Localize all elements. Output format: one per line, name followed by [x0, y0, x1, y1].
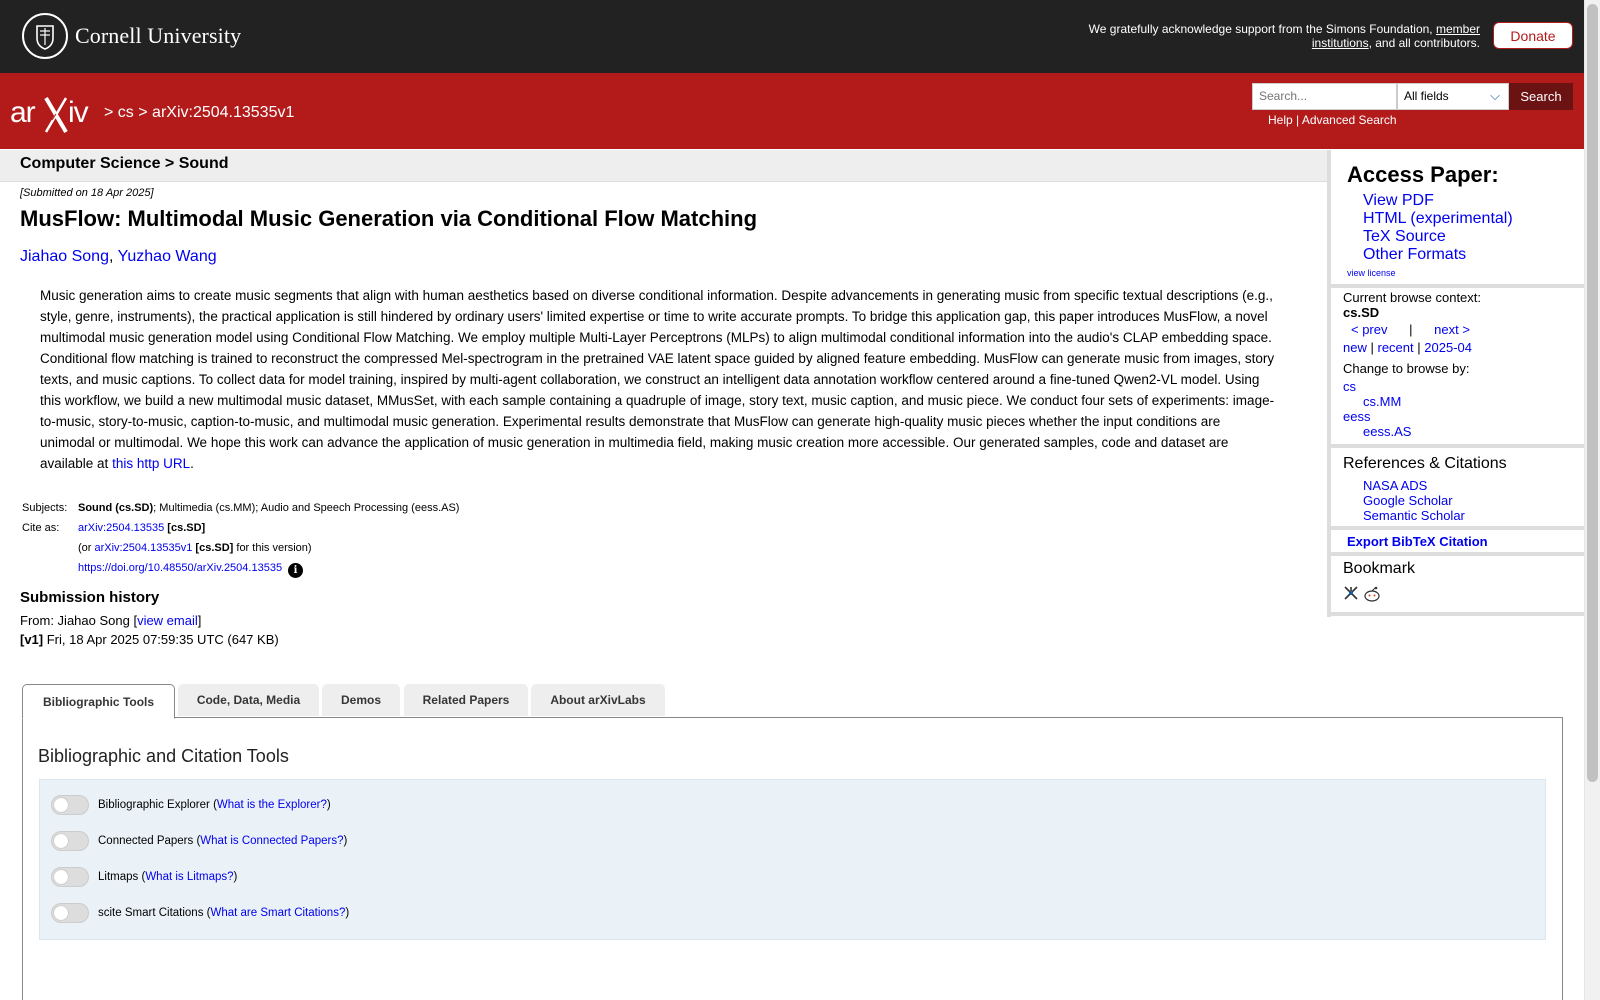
author-link[interactable]: Yuzhao Wang [117, 248, 217, 265]
prev-link[interactable]: < prev [1351, 322, 1388, 337]
bookmark-icons [1343, 585, 1381, 606]
tool-info-link[interactable]: What is Connected Papers? [200, 835, 344, 847]
nav-separator: | [1417, 340, 1421, 355]
nasa-ads-link[interactable]: NASA ADS [1363, 478, 1428, 493]
html-experimental-link[interactable]: HTML (experimental) [1363, 210, 1513, 227]
nav-separator: | [1370, 340, 1374, 355]
tab-bibliographic-tools[interactable]: Bibliographic Tools [22, 684, 175, 719]
sidebar-divider [1331, 552, 1584, 556]
connected-papers-toggle[interactable] [51, 831, 89, 851]
browse-date-row [1343, 340, 1472, 355]
secondary-subjects: ; Multimedia (cs.MM); Audio and Speech Processing (eess.AS) [153, 502, 460, 514]
prev-next-row [1351, 322, 1470, 337]
browse-cs-mm-link[interactable]: cs.MM [1363, 394, 1402, 409]
version-tag: [v1] [20, 632, 44, 647]
abstract-line: Music generation aims to create music segments that align with human aesthetics based on diverse conditional information. Despite advancements in generating music from specific textual descriptions (e.g., [40, 288, 1273, 303]
abstract-line: to-music, story-to-music, caption-to-music, and multimodal music generation. Experimental results demonstrate that MusFlow can generate high-quality music pieces whether the input conditions are [40, 414, 1221, 429]
cite-v1-link[interactable]: arXiv:2504.13535v1 [94, 542, 193, 554]
advanced-search-link[interactable]: Advanced Search [1301, 113, 1397, 127]
breadcrumb-paper-id: arXiv:2504.13535v1 [152, 104, 295, 121]
view-license-link[interactable]: view license [1347, 268, 1396, 278]
submission-history-heading: Submission history [20, 589, 160, 606]
tool-name: scite Smart Citations [98, 907, 204, 919]
abstract-line: this workflow, we build a new multimodal music dataset, MMusSet, with each sample containing a quadruple of image, story text, music caption, and music piece. We conduct four sets of experiments: image- [40, 393, 1275, 408]
breadcrumb-cs[interactable]: cs [117, 104, 134, 121]
other-formats-link[interactable]: Other Formats [1363, 246, 1467, 263]
cornell-logo[interactable] [22, 13, 241, 59]
tab-about-arxivlabs[interactable]: About arXivLabs [531, 684, 665, 716]
sidebar-divider [1331, 444, 1584, 448]
abstract-text: . [190, 456, 194, 471]
access-paper-heading: Access Paper: [1347, 162, 1499, 187]
tab-demos[interactable]: Demos [322, 684, 400, 716]
recent-link[interactable]: recent [1377, 340, 1414, 355]
cornell-seal-icon [22, 13, 68, 59]
breadcrumb-separator: > [104, 104, 114, 121]
chevron-down-icon: ⌵ [1490, 88, 1500, 103]
cite-version-tag: [cs.SD] [195, 542, 234, 554]
sidebar-divider [1331, 284, 1584, 288]
browse-context-value: cs.SD [1343, 305, 1380, 320]
search-field-value: All fields [1404, 89, 1449, 103]
litmaps-toggle[interactable] [51, 867, 89, 887]
browse-eess-link[interactable]: eess [1343, 409, 1371, 424]
ack-suffix: , and all contributors. [1368, 36, 1480, 50]
view-pdf-link[interactable]: View PDF [1363, 192, 1434, 209]
donate-button[interactable]: Donate [1493, 22, 1573, 49]
semantic-scholar-link[interactable]: Semantic Scholar [1363, 508, 1465, 523]
abstract-line: style, genre, instruments), the practical application is still hindered by ordinary users' limited expertise or time to write accurate prompts. To bridge this application gap, this paper introduces MusFlow, a novel [40, 309, 1268, 324]
subject-heading: Computer Science > Sound [20, 155, 229, 172]
sidebar-divider [1331, 612, 1584, 616]
abstract-text: available at [40, 456, 113, 471]
cite-or-text: (or [78, 542, 95, 554]
tool-name: Connected Papers [98, 835, 194, 847]
next-link[interactable]: next > [1434, 322, 1470, 337]
abstract-line [40, 453, 1285, 474]
sidebar-divider [1331, 526, 1584, 530]
svg-text:ar: ar [10, 96, 35, 129]
help-links [1268, 113, 1397, 127]
ack-text: We gratefully acknowledge support from the Simons Foundation, [1088, 22, 1433, 36]
doi-value [78, 558, 303, 578]
support-acknowledgement [1060, 22, 1480, 50]
change-browse-label: Change to browse by: [1343, 361, 1470, 376]
abstract-url-link[interactable]: this http URL [112, 456, 191, 471]
panel-title: Bibliographic and Citation Tools [38, 746, 289, 766]
submitter-line [20, 613, 201, 628]
help-separator: | [1296, 113, 1300, 127]
cite-version-value [78, 538, 312, 558]
view-email-link[interactable]: view email [137, 613, 198, 628]
svg-text:iv: iv [68, 96, 88, 129]
subjects-label: Subjects: [22, 502, 68, 514]
bibsonomy-icon[interactable] [1343, 585, 1359, 606]
month-link[interactable]: 2025-04 [1424, 340, 1472, 355]
cite-arxiv-link[interactable]: arXiv:2504.13535 [78, 522, 165, 534]
tab-related-papers[interactable]: Related Papers [404, 684, 528, 716]
scite-toggle[interactable] [51, 903, 89, 923]
author-link[interactable]: Jiahao Song [20, 248, 109, 265]
search-button[interactable]: Search [1509, 83, 1573, 110]
search-input[interactable]: Search... [1252, 83, 1397, 110]
primary-subject: Sound (cs.SD) [78, 502, 154, 514]
new-link[interactable]: new [1343, 340, 1367, 355]
reddit-icon[interactable] [1363, 585, 1381, 606]
subjects-value [78, 498, 459, 518]
tool-info-link[interactable]: What are Smart Citations? [210, 907, 346, 919]
tool-row: Litmaps ( What is Litmaps? ) [51, 867, 237, 887]
abstract [40, 285, 1285, 474]
references-heading: References & Citations [1343, 455, 1507, 472]
version-line [20, 632, 279, 647]
breadcrumb [104, 104, 294, 122]
tool-row: Bibliographic Explorer ( What is the Explorer? ) [51, 795, 331, 815]
cite-tag: [cs.SD] [167, 522, 206, 534]
author-separator: , [108, 248, 118, 265]
cite-value [78, 518, 205, 538]
browse-cs-link[interactable]: cs [1343, 379, 1356, 394]
tex-source-link[interactable]: TeX Source [1363, 228, 1446, 245]
scrollbar-thumb[interactable] [1587, 4, 1598, 782]
export-bibtex-link[interactable]: Export BibTeX Citation [1347, 534, 1488, 549]
breadcrumb-separator: > [138, 104, 148, 121]
help-link[interactable]: Help [1268, 113, 1293, 127]
cite-version-suffix: for this version) [233, 542, 312, 554]
doi-link[interactable]: https://doi.org/10.48550/arXiv.2504.13535 [78, 562, 283, 574]
tab-code-data-media[interactable]: Code, Data, Media [178, 684, 319, 716]
cornell-wordmark: Cornell University [75, 23, 242, 48]
info-icon[interactable]: i [288, 563, 303, 578]
browse-context-label: Current browse context: [1343, 290, 1482, 305]
tool-name: Litmaps [98, 871, 139, 883]
abstract-line: multimodal music generation model using Conditional Flow Matching. We employ multiple Multi-Layer Perceptrons (MLPs) to align multimodal conditional information into the audio's CLAP embedding space. [40, 330, 1272, 345]
cite-label: Cite as: [22, 522, 60, 534]
submission-date: [Submitted on 18 Apr 2025] [20, 187, 154, 199]
member-institutions-link[interactable]: member institutions [1311, 22, 1480, 50]
tool-info-link[interactable]: What is Litmaps? [145, 871, 234, 883]
google-scholar-link[interactable]: Google Scholar [1363, 493, 1453, 508]
abstract-line: texts, and music captions. To collect data for model training, inspired by multi-agent collaboration, we construct an intelligent data annotation workflow centered around a fine-tuned Qwen2-VL model. Using [40, 372, 1260, 387]
abstract-line: unimodal or multimodal. We hope this work can advance the application of music generation in multimedia field, making music creation more accessible. Our generated samples, code and dataset are [40, 435, 1229, 450]
bookmark-heading: Bookmark [1343, 560, 1416, 577]
tool-info-link[interactable]: What is the Explorer? [216, 799, 327, 811]
tool-name: Bibliographic Explorer [98, 799, 210, 811]
browse-eess-as-link[interactable]: eess.AS [1363, 424, 1412, 439]
nav-separator: | [1409, 322, 1413, 337]
bibliographic-explorer-toggle[interactable] [51, 795, 89, 815]
paper-title: MusFlow: Multimodal Music Generation via Conditional Flow Matching [20, 206, 758, 231]
search-field-select[interactable] [1397, 83, 1509, 110]
tool-row: scite Smart Citations ( What are Smart Citations? ) [51, 903, 349, 923]
submitter-text: From: Jiahao Song [ [20, 613, 138, 628]
version-details: Fri, 18 Apr 2025 07:59:35 UTC (647 KB) [43, 632, 279, 647]
arxiv-logo[interactable] [10, 92, 102, 136]
tool-row: Connected Papers ( What is Connected Papers? ) [51, 831, 347, 851]
submitter-text: ] [197, 613, 202, 628]
abstract-line: Conditional flow matching is trained to reconstruct the compressed Mel-spectrogram in the pretrained VAE latent space guided by aligned feature embedding. MusFlow can generate music from images, story [40, 351, 1275, 366]
author-list [20, 248, 217, 266]
